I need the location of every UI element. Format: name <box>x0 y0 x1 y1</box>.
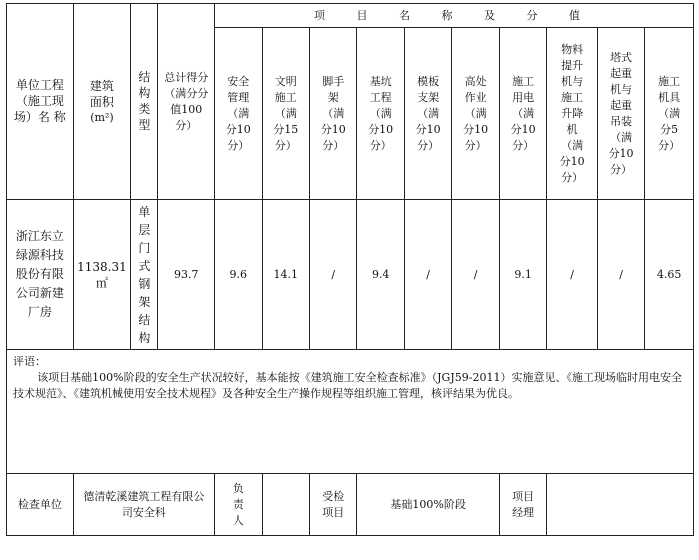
header-item-civilized-construction: 文明施工（满分15分） <box>262 28 309 200</box>
row-score-hoist: / <box>547 200 598 350</box>
footer-project-manager-value <box>547 474 694 536</box>
row-area: 1138.31 ㎡ <box>73 200 131 350</box>
footer-responsible-label: 负责人 <box>215 474 262 536</box>
header-item-electricity: 施工用电（满分10分） <box>499 28 546 200</box>
header-item-tools: 施工机具（满分5分） <box>645 28 694 200</box>
header-item-tower-crane: 塔式起重机与起重吊装（满分10分） <box>597 28 644 200</box>
footer-project-manager-label: 项目经理 <box>499 474 546 536</box>
footer-inspected-item-label: 受检项目 <box>309 474 356 536</box>
row-score-civilized-construction: 14.1 <box>262 200 309 350</box>
header-item-scaffold: 脚手架（满分10分） <box>309 28 356 200</box>
row-score-formwork: / <box>404 200 451 350</box>
footer-inspect-unit-label: 检查单位 <box>7 474 74 536</box>
row-score-tower-crane: / <box>597 200 644 350</box>
comment-section <box>7 350 694 474</box>
score-table <box>6 3 694 536</box>
header-item-hoist: 物料提升机与施工升降机（满分10分） <box>547 28 598 200</box>
header-item-formwork: 模板支架（满分10分） <box>404 28 451 200</box>
header-item-work-at-height: 高处作业（满分10分） <box>452 28 499 200</box>
header-item-foundation-pit: 基坑工程（满分10分） <box>357 28 404 200</box>
header-items-title: 项 目 名 称 及 分 值 <box>215 4 694 28</box>
comment-label: 评语： <box>13 355 46 368</box>
comment-text: 该项目基础100%阶段的安全生产状况较好，基本能按《建筑施工安全检查标准》（JGJ59-2011）实施意见、《施工现场临时用电安全技术规范》、《建筑机械使用安全技术规程》及各种安全生产操作规程等组织施工管理，核评结果为优良。 <box>13 371 682 400</box>
row-score-tools: 4.65 <box>645 200 694 350</box>
row-unit-name: 浙江东立绿源科技股份有限公司新建厂房 <box>7 200 74 350</box>
header-total-score: 总计得分（满分分值100分） <box>158 4 215 200</box>
footer-responsible-value <box>262 474 309 536</box>
row-score-safety-management: 9.6 <box>215 200 262 350</box>
row-score-electricity: 9.1 <box>499 200 546 350</box>
row-score-foundation-pit: 9.4 <box>357 200 404 350</box>
header-area-unit: (m²) <box>90 110 114 124</box>
footer-inspected-item-value: 基础100%阶段 <box>357 474 499 536</box>
header-area: 建筑面积 (m²) <box>73 4 131 200</box>
row-structure-type: 单层门式钢架结构 <box>131 200 158 350</box>
row-area-unit: ㎡ <box>95 275 108 290</box>
row-score-scaffold: / <box>309 200 356 350</box>
footer-inspect-unit-value: 德清乾溪建筑工程有限公司安全科 <box>73 474 214 536</box>
header-unit-name: 单位工程（施工现场）名 称 <box>7 4 74 200</box>
row-score-work-at-height: / <box>452 200 499 350</box>
header-structure-type: 结构类型 <box>131 4 158 200</box>
header-item-safety-management: 安全管理（满分10分） <box>215 28 262 200</box>
row-total-score: 93.7 <box>158 200 215 350</box>
